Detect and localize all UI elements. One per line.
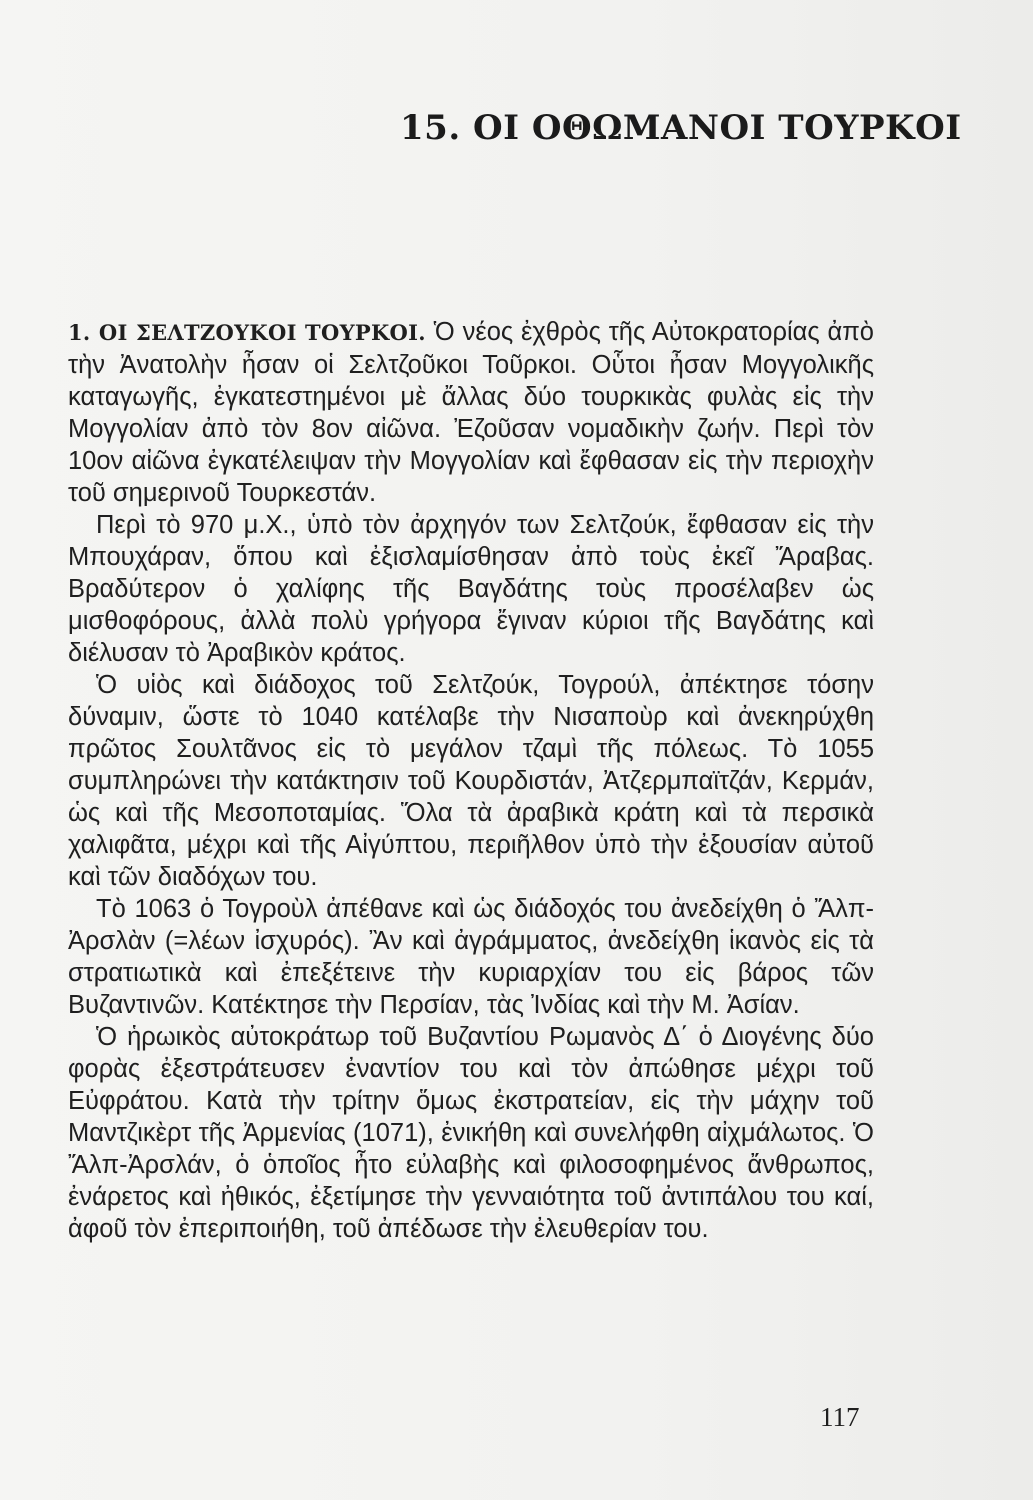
paragraph-4: Τὸ 1063 ὁ Τογροὺλ ἀπέθανε καὶ ὡς διάδοχός του ἀνεδείχθη ὁ Ἄλπ-Ἀρσλὰν (=λέων ἰσχυρός). Ἂν καὶ ἀγράμματος, ἀνεδείχθη ἱκανὸς εἰς τὰ στρατιωτικὰ καὶ ἐπεξέτεινε τὴν κυριαρχίαν του εἰς βάρος τῶν Βυζαντινῶν. Κατέκτησε τὴν Περσίαν, τὰς Ἰνδίας καὶ τὴν Μ. Ἀσίαν.	[68, 895, 874, 1019]
paragraph-5: Ὁ ἡρωικὸς αὐτοκράτωρ τοῦ Βυζαντίου Ρωμανὸς Δ΄ ὁ Διογένης δύο φορὰς ἐξεστράτευσεν ἐναντίον του καὶ τὸν ἀπώθησε μέχρι τοῦ Εὐφράτου. Κατὰ τὴν τρίτην ὅμως ἐκστρατείαν, εἰς τὴν μάχην τοῦ Μαντζικὲρτ τῆς Ἀρμενίας (1071), ἐνικήθη καὶ συνελήφθη αἰχμάλωτος. Ὁ Ἄλπ-Ἀρσλάν, ὁ ὁποῖος ἦτο εὐλαβὴς καὶ φιλοσοφημένος ἄνθρωπος, ἐνάρετος καὶ ἠθικός, ἐξετίμησε τὴν γενναιότητα τοῦ ἀντιπάλου του καί, ἀφοῦ τὸν ἐπεριποιήθη, τοῦ ἀπέδωσε τὴν ἐλευθερίαν του.	[68, 1023, 874, 1243]
paragraph-1	[68, 316, 874, 509]
section-heading: 1. ΟΙ ΣΕΛΤΖΟΥΚΟΙ ΤΟΥΡΚΟΙ.	[68, 320, 426, 345]
paragraph-2: Περὶ τὸ 970 μ.Χ., ὑπὸ τὸν ἀρχηγόν των Σελτζούκ, ἔφθασαν εἰς τὴν Μπουχάραν, ὅπου καὶ ἐξισλαμίσθησαν ἀπὸ τοὺς ἐκεῖ Ἄραβας. Βραδύτερον ὁ χαλίφης τῆς Βαγδάτης τοὺς προσέλαβεν ὡς μισθοφόρους, ἀλλὰ πολὺ γρήγορα ἔγιναν κύριοι τῆς Βαγδάτης καὶ διέλυσαν τὸ Ἀραβικὸν κράτος.	[68, 511, 874, 667]
chapter-body	[68, 316, 874, 1245]
chapter-title: 15. ΟΙ ΟΘΩΜΑΝΟΙ ΤΟΥΡΚΟΙ	[400, 108, 962, 148]
paragraph-1-text: Ὁ νέος ἐχθρὸς τῆς Αὐτοκρατορίας ἀπὸ τὴν Ἀνατολὴν ἦσαν οἱ Σελτζοῦκοι Τοῦρκοι. Οὗτοι ἦσαν Μογγολικῆς καταγωγῆς, ἐγκατεστημένοι μὲ ἄλλας δύο τουρκικὰς φυλὰς εἰς τὴν Μογγολίαν ἀπὸ τὸν 8ον αἰῶνα. Ἐζοῦσαν νομαδικὴν ζωήν. Περὶ τὸν 10ον αἰῶνα ἐγκατέλειψαν τὴν Μογγολίαν καὶ ἔφθασαν εἰς τὴν περιοχὴν τοῦ σημερινοῦ Τουρκεστάν.	[68, 318, 874, 507]
paragraph-3: Ὁ υἱὸς καὶ διάδοχος τοῦ Σελτζούκ, Τογρούλ, ἀπέκτησε τόσην δύναμιν, ὥστε τὸ 1040 κατέλαβε τὴν Νισαποὺρ καὶ ἀνεκηρύχθη πρῶτος Σουλτᾶνος εἰς τὸ μεγάλον τζαμὶ τῆς πόλεως. Τὸ 1055 συμπληρώνει τὴν κατάκτησιν τοῦ Κουρδιστάν, Ἀτζερμπαϊτζάν, Κερμάν, ὡς καὶ τῆς Μεσοποταμίας. Ὅλα τὰ ἀραβικὰ κράτη καὶ τὰ περσικὰ χαλιφᾶτα, μέχρι καὶ τῆς Αἰγύπτου, περιῆλθον ὑπὸ τὴν ἐξουσίαν αὐτοῦ καὶ τῶν διαδόχων του.	[68, 671, 874, 891]
page-number: 117	[820, 1402, 860, 1432]
